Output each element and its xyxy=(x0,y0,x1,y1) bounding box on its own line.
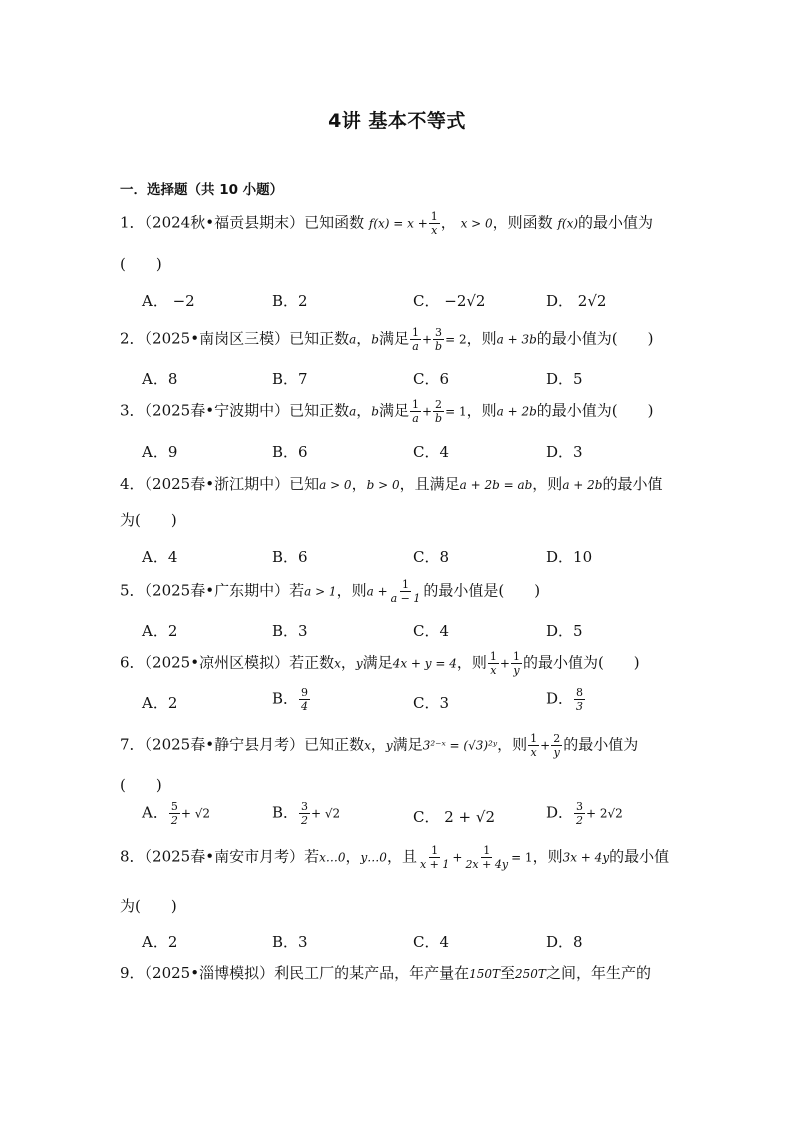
option-c: C．3 xyxy=(413,694,450,712)
option-a: A． $\frac{5}{2}$ + √2 xyxy=(142,800,210,827)
option-a: A．4 xyxy=(142,548,178,566)
question-7-cont: ( ) xyxy=(120,776,162,794)
option-b: B．2 xyxy=(272,292,308,310)
fraction: $\frac{1}{a}$ xyxy=(411,326,419,353)
option-a: A．2 xyxy=(142,622,178,640)
option-d: D． 2√2 xyxy=(546,292,607,310)
option-d: D．10 xyxy=(546,548,593,566)
question-4: 4．（2025春•浙江期中）已知a > 0，b > 0，且满足a + 2b = ab，则a + 2b的最小值 xyxy=(120,475,663,493)
option-b: B．7 xyxy=(272,370,308,388)
option-c: C． −2√2 xyxy=(413,292,486,310)
option-b: B．3 xyxy=(272,622,308,640)
fraction: $\frac{1}{x}$ xyxy=(430,210,438,237)
option-d: D． $\frac{3}{2}$ + 2√2 xyxy=(546,800,623,827)
fraction: $\frac{1}{y}$ xyxy=(512,650,520,677)
option-c: C． 2 + √2 xyxy=(413,808,495,826)
question-1: 1．（2024秋•福贡县期末）已知函数 f(x) = x + $\frac{1}{x}$ ， x > 0，则函数 f(x)的最小值为 xyxy=(120,210,654,237)
fraction: $\frac{8}{3}$ xyxy=(576,686,584,713)
question-4-cont: 为( ) xyxy=(120,511,177,529)
fraction: $\frac{5}{2}$ xyxy=(170,800,178,827)
option-b: B．6 xyxy=(272,548,308,566)
question-3: 3．（2025春•宁波期中）已知正数a，b满足 $\frac{1}{a}$ + $\frac{2}{b}$ = 1，则a + 2b的最小值为( ) xyxy=(120,398,654,425)
option-b: B．6 xyxy=(272,443,308,461)
fraction: $\frac{1}{x}$ xyxy=(489,650,497,677)
option-a: A． −2 xyxy=(142,292,195,310)
fraction: $\frac{3}{b}$ xyxy=(435,326,443,353)
question-5: 5．（2025春•广东期中）若a > 1，则a + $\frac{1}{a - 1}$ 的最小值是( ) xyxy=(120,578,541,605)
option-a: A．8 xyxy=(142,370,178,388)
question-2: 2．（2025•南岗区三模）已知正数a，b满足 $\frac{1}{a}$ + $\frac{3}{b}$ = 2，则a + 3b的最小值为( ) xyxy=(120,326,654,353)
question-6: 6．（2025•凉州区模拟）若正数x，y满足4x + y = 4，则 $\frac{1}{x}$ + $\frac{1}{y}$ 的最小值为( ) xyxy=(120,650,640,677)
option-c: C．8 xyxy=(413,548,450,566)
fraction: $\frac{1}{2x + 4y}$ xyxy=(465,844,509,871)
option-b: B． $\frac{9}{4}$ xyxy=(272,686,309,713)
option-c: C．4 xyxy=(413,622,450,640)
question-8: 8．（2025春•南安市月考）若x…0，y…0，且 $\frac{1}{x + 1}$ + $\frac{1}{2x + 4y}$ = 1，则3x + 4y的最小值 xyxy=(120,844,670,871)
option-c: C．4 xyxy=(413,443,450,461)
fraction: $\frac{2}{y}$ xyxy=(553,732,561,759)
option-d: D．5 xyxy=(546,370,583,388)
option-d: D． $\frac{8}{3}$ xyxy=(546,686,584,713)
fraction: $\frac{1}{x}$ xyxy=(530,732,538,759)
option-d: D．8 xyxy=(546,933,583,951)
option-b: B． $\frac{3}{2}$ + √2 xyxy=(272,800,341,827)
option-b: B．3 xyxy=(272,933,308,951)
fraction: $\frac{1}{x + 1}$ xyxy=(419,844,450,871)
fraction: $\frac{3}{2}$ xyxy=(301,800,309,827)
question-8-cont: 为( ) xyxy=(120,897,177,915)
option-d: D．5 xyxy=(546,622,583,640)
option-a: A．2 xyxy=(142,694,178,712)
option-a: A．2 xyxy=(142,933,178,951)
fraction: $\frac{1}{a}$ xyxy=(411,398,419,425)
question-9: 9．（2025•淄博模拟）利民工厂的某产品，年产量在150T至250T之间，年生产的 xyxy=(120,964,651,982)
fraction: $\frac{9}{4}$ xyxy=(301,686,309,713)
section-heading: 一．选择题（共 10 小题） xyxy=(120,182,284,198)
option-c: C．6 xyxy=(413,370,450,388)
fraction: $\frac{3}{2}$ xyxy=(576,800,584,827)
page-title: 4讲 基本不等式 xyxy=(328,110,466,132)
option-a: A．9 xyxy=(142,443,178,461)
fraction: $\frac{1}{a - 1}$ xyxy=(390,578,421,605)
option-d: D．3 xyxy=(546,443,583,461)
option-c: C．4 xyxy=(413,933,450,951)
question-7: 7．（2025春•静宁县月考）已知正数x，y满足3²⁻ˣ = (√3)²ʸ，则 $\frac{1}{x}$ + $\frac{2}{y}$ 的最小值为 xyxy=(120,732,639,759)
fraction: $\frac{2}{b}$ xyxy=(435,398,443,425)
question-1-cont: ( ) xyxy=(120,255,162,273)
